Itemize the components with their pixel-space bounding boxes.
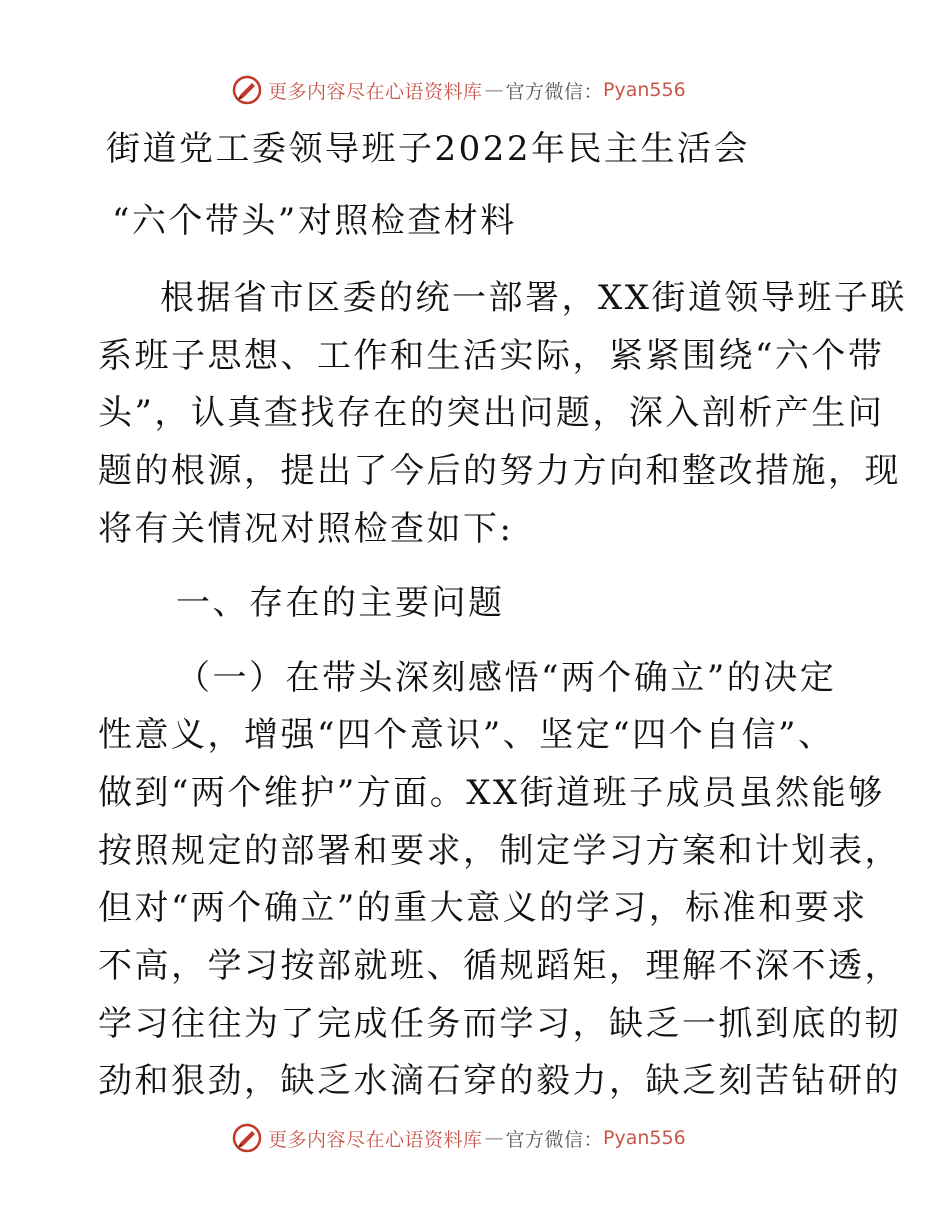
watermark-id: Pyan556 — [603, 1127, 686, 1149]
watermark-footer — [232, 1120, 686, 1156]
pen-logo-icon — [232, 75, 262, 105]
document-title-line1: 街道党工委领导班子2022年民主生活会 — [106, 129, 751, 169]
body-line: 性意义，增强“四个意识”、坚定“四个自信”、 — [98, 715, 835, 755]
watermark-separator: — — [484, 1127, 504, 1149]
pen-logo-icon — [232, 1123, 262, 1153]
body-line: 但对“两个确立”的重大意义的学习，标准和要求 — [98, 888, 868, 928]
body-line: （一）在带头深刻感悟“两个确立”的决定 — [176, 658, 837, 698]
watermark-separator: — — [484, 79, 504, 101]
body-line: 不高，学习按部就班、循规蹈矩，理解不深不透， — [98, 946, 901, 986]
section-heading: 一、存在的主要问题 — [176, 583, 505, 623]
intro-line: 头”，认真查找存在的突出问题，深入剖析产生问 — [98, 393, 885, 433]
body-line: 按照规定的部署和要求，制定学习方案和计划表， — [98, 831, 901, 871]
watermark-header — [232, 72, 686, 108]
intro-line: 系班子思想、工作和生活实际，紧紧围绕“六个带 — [98, 336, 885, 376]
watermark-id: Pyan556 — [603, 79, 686, 101]
watermark-text: 更多内容尽在心语资料库 — [268, 80, 483, 103]
body-line: 学习往往为了完成任务而学习，缺乏一抓到底的韧 — [98, 1004, 901, 1044]
watermark-text: 更多内容尽在心语资料库 — [268, 1128, 483, 1151]
intro-line: 题的根源，提出了今后的努力方向和整改措施，现 — [98, 451, 901, 491]
intro-line: 将有关情况对照检查如下: — [98, 509, 514, 549]
body-line: 劲和狠劲，缺乏水滴石穿的毅力，缺乏刻苦钻研的 — [98, 1061, 901, 1101]
watermark-label: 官方微信： — [505, 80, 604, 103]
document-title-line2: “六个带头”对照检查材料 — [112, 201, 517, 241]
watermark-label: 官方微信： — [505, 1128, 604, 1151]
body-line: 做到“两个维护”方面。XX街道班子成员虽然能够 — [98, 773, 885, 813]
intro-line: 根据省市区委的统一部署，XX街道领导班子联 — [160, 278, 907, 318]
